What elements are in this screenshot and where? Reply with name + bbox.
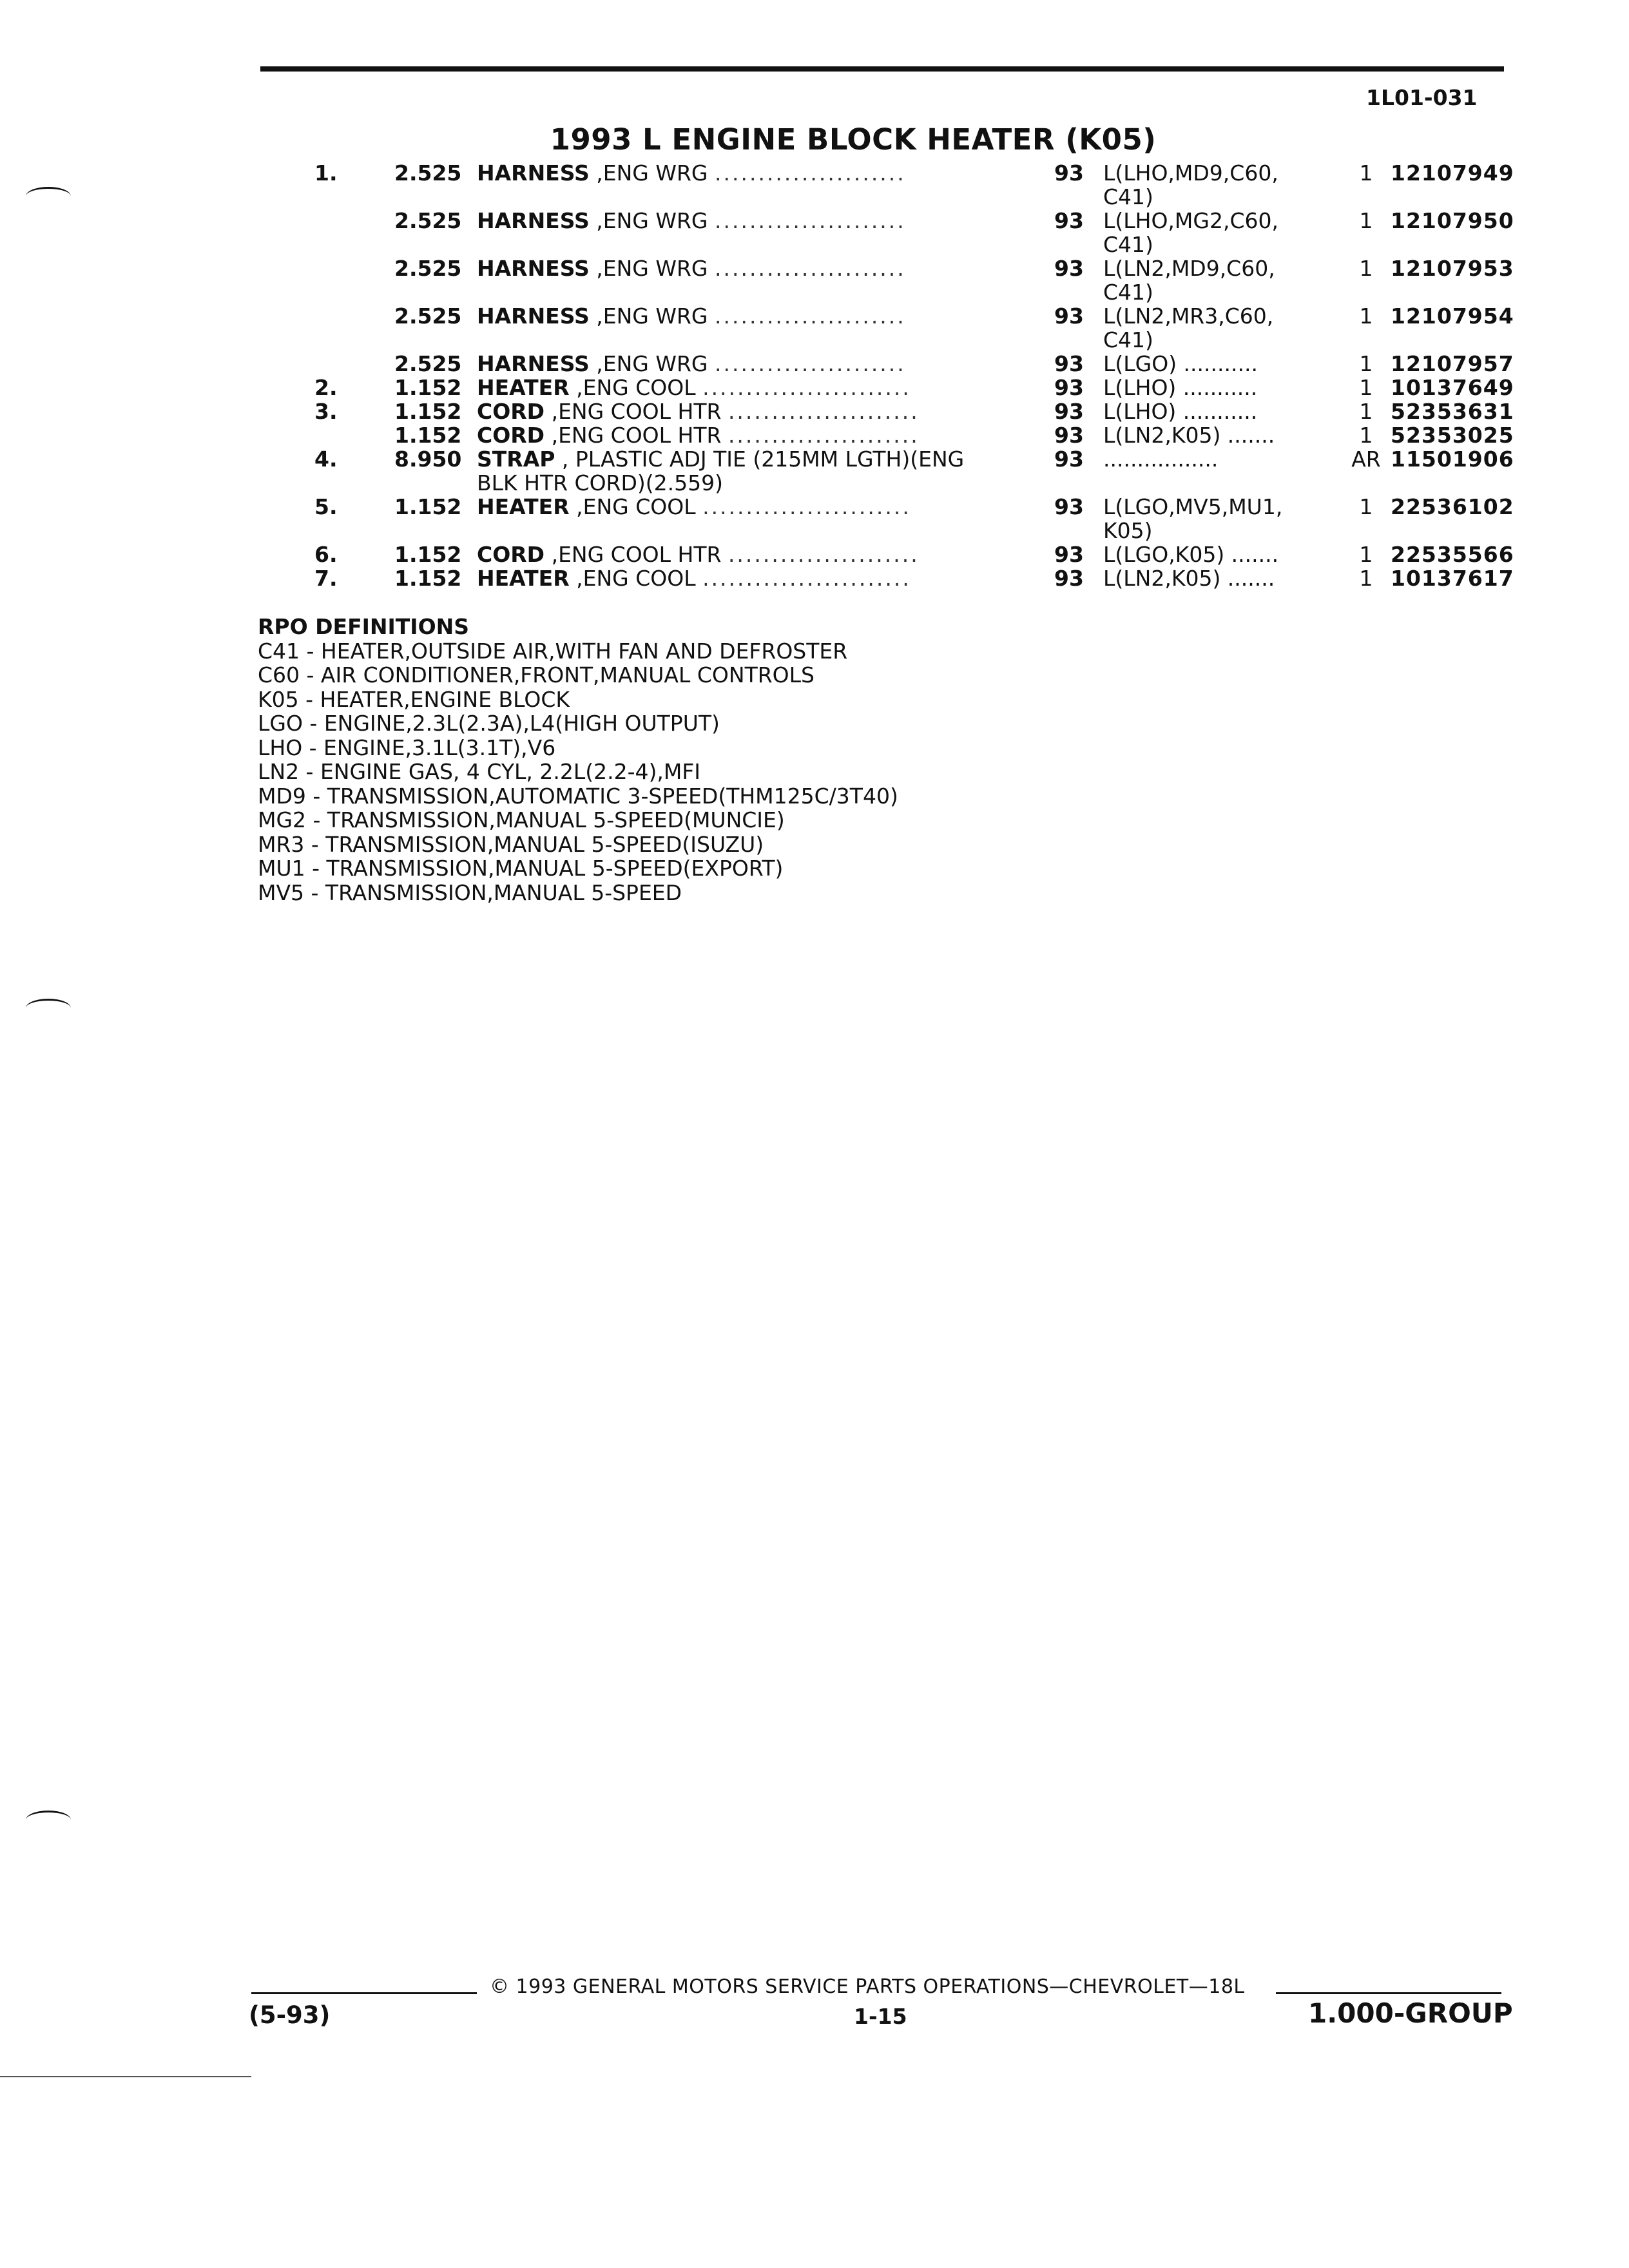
dot-leader: ......................	[728, 542, 920, 567]
binder-hole-mark	[26, 999, 71, 1017]
part-detail: ,ENG COOL	[576, 566, 696, 591]
part-description	[477, 447, 992, 495]
usage-code	[1103, 161, 1329, 209]
model-year: 93	[1054, 351, 1084, 376]
item-number: 6.	[314, 542, 338, 567]
item-number: 5.	[314, 494, 338, 519]
usage-code	[1103, 423, 1329, 447]
part-number: 10137649	[1391, 375, 1514, 400]
usage-line-cont: C41)	[1103, 184, 1153, 209]
illustration-ref: 1.152	[394, 566, 462, 591]
part-detail: ,ENG COOL HTR	[551, 399, 722, 424]
usage-line-cont: C41)	[1103, 232, 1153, 257]
part-detail: ,ENG COOL HTR	[551, 542, 722, 567]
quantity: 1	[1359, 208, 1373, 233]
part-number: 12107957	[1391, 351, 1514, 376]
illustration-ref: 8.950	[394, 447, 462, 472]
rpo-item: MR3 - TRANSMISSION,MANUAL 5-SPEED(ISUZU)	[258, 831, 764, 857]
usage-code	[1103, 209, 1329, 256]
usage-code	[1103, 376, 1329, 399]
model-year: 93	[1054, 208, 1084, 233]
usage-line: L(LN2,K05) .......	[1103, 566, 1275, 591]
rpo-item: C41 - HEATER,OUTSIDE AIR,WITH FAN AND DEFROSTER	[258, 638, 848, 664]
quantity: AR	[1351, 447, 1381, 472]
copyright-notice: © 1993 GENERAL MOTORS SERVICE PARTS OPERATIONS—CHEVROLET—18L	[490, 1975, 1245, 1998]
rpo-item: MG2 - TRANSMISSION,MANUAL 5-SPEED(MUNCIE)	[258, 807, 785, 832]
part-detail: ,ENG COOL	[576, 494, 696, 519]
part-name: HARNESS	[477, 351, 590, 376]
usage-line: L(LN2,MR3,C60,	[1103, 303, 1274, 329]
rpo-item: C60 - AIR CONDITIONER,FRONT,MANUAL CONTROLS	[258, 662, 815, 687]
part-description	[477, 256, 992, 280]
item-number: 1.	[314, 160, 338, 186]
part-number: 11501906	[1391, 447, 1514, 472]
usage-code	[1103, 495, 1329, 543]
dot-leader: ......................	[728, 423, 920, 448]
revision-date: (5-93)	[249, 2001, 331, 2029]
usage-code	[1103, 543, 1329, 566]
table-row	[0, 495, 1629, 543]
model-year: 93	[1054, 542, 1084, 567]
page-code: 1L01-031	[1366, 85, 1478, 110]
item-number: 3.	[314, 399, 338, 424]
usage-code	[1103, 447, 1329, 471]
footer-rule	[1276, 1992, 1501, 1994]
part-number: 22535566	[1391, 542, 1514, 567]
model-year: 93	[1054, 423, 1084, 448]
illustration-ref: 2.525	[394, 351, 462, 376]
part-detail: ,ENG COOL HTR	[551, 423, 722, 448]
illustration-ref: 2.525	[394, 256, 462, 281]
bottom-rule	[0, 2076, 251, 2077]
usage-line: L(LN2,MD9,C60,	[1103, 256, 1275, 281]
item-number: 7.	[314, 566, 338, 591]
part-name: CORD	[477, 423, 545, 448]
part-number: 52353025	[1391, 423, 1514, 448]
part-number: 12107953	[1391, 256, 1514, 281]
page-title: 1993 L ENGINE BLOCK HEATER (K05)	[550, 122, 1157, 157]
part-description	[477, 352, 992, 376]
part-name: HARNESS	[477, 256, 590, 281]
part-detail: , PLASTIC ADJ TIE (215MM LGTH)(ENG	[561, 447, 965, 472]
table-row	[0, 566, 1629, 614]
quantity: 1	[1359, 303, 1373, 329]
part-description	[477, 566, 992, 590]
part-detail-cont: BLK HTR CORD)(2.559)	[477, 470, 723, 495]
item-number: 4.	[314, 447, 338, 472]
dot-leader: ......................	[715, 256, 906, 281]
usage-line: L(LN2,K05) .......	[1103, 423, 1275, 448]
model-year: 93	[1054, 256, 1084, 281]
usage-line: L(LHO,MG2,C60,	[1103, 208, 1278, 233]
group-number: 1.000-GROUP	[1308, 1997, 1513, 2029]
model-year: 93	[1054, 399, 1084, 424]
part-detail: ,ENG WRG	[596, 303, 708, 329]
part-name: HEATER	[477, 566, 570, 591]
quantity: 1	[1359, 351, 1373, 376]
part-name: CORD	[477, 542, 545, 567]
rpo-item: K05 - HEATER,ENGINE BLOCK	[258, 686, 570, 712]
part-number: 22536102	[1391, 494, 1514, 519]
part-number: 12107954	[1391, 303, 1514, 329]
table-row	[0, 447, 1629, 495]
rpo-item: MV5 - TRANSMISSION,MANUAL 5-SPEED	[258, 879, 682, 905]
model-year: 93	[1054, 303, 1084, 329]
quantity: 1	[1359, 375, 1373, 400]
part-number: 10137617	[1391, 566, 1514, 591]
quantity: 1	[1359, 494, 1373, 519]
rpo-item: LN2 - ENGINE GAS, 4 CYL, 2.2L(2.2-4),MFI	[258, 759, 701, 784]
rpo-item: MU1 - TRANSMISSION,MANUAL 5-SPEED(EXPORT)	[258, 856, 784, 881]
dot-leader: ......................	[728, 399, 920, 424]
table-row	[0, 256, 1629, 304]
rpo-item: LGO - ENGINE,2.3L(2.3A),L4(HIGH OUTPUT)	[258, 711, 720, 736]
illustration-ref: 1.152	[394, 494, 462, 519]
model-year: 93	[1054, 494, 1084, 519]
usage-line: L(LGO) ...........	[1103, 351, 1258, 376]
usage-line: .................	[1103, 447, 1219, 472]
usage-line: L(LGO,K05) .......	[1103, 542, 1279, 567]
binder-hole-mark	[26, 1811, 71, 1829]
part-number: 12107950	[1391, 208, 1514, 233]
part-detail: ,ENG WRG	[596, 256, 708, 281]
table-row	[0, 161, 1629, 209]
part-name: HEATER	[477, 375, 570, 400]
model-year: 93	[1054, 160, 1084, 186]
top-rule	[260, 66, 1504, 72]
usage-line-cont: C41)	[1103, 327, 1153, 352]
part-name: HARNESS	[477, 303, 590, 329]
illustration-ref: 1.152	[394, 423, 462, 448]
quantity: 1	[1359, 542, 1373, 567]
dot-leader: ......................	[715, 208, 906, 233]
rpo-item: LHO - ENGINE,3.1L(3.1T),V6	[258, 735, 556, 760]
part-name: HARNESS	[477, 208, 590, 233]
quantity: 1	[1359, 423, 1373, 448]
dot-leader: ......................	[715, 303, 906, 329]
usage-line: L(LHO) ...........	[1103, 375, 1258, 400]
quantity: 1	[1359, 160, 1373, 186]
dot-leader: ........................	[702, 494, 911, 519]
rpo-heading: RPO DEFINITIONS	[258, 614, 470, 639]
part-description	[477, 399, 992, 423]
illustration-ref: 2.525	[394, 160, 462, 186]
dot-leader: ........................	[702, 566, 911, 591]
usage-code	[1103, 566, 1329, 590]
part-name: CORD	[477, 399, 545, 424]
part-number: 12107949	[1391, 160, 1514, 186]
dot-leader: ......................	[715, 351, 906, 376]
illustration-ref: 1.152	[394, 399, 462, 424]
part-description	[477, 423, 992, 447]
dot-leader: ........................	[702, 375, 911, 400]
illustration-ref: 1.152	[394, 375, 462, 400]
page-number: 1-15	[854, 2004, 907, 2029]
part-detail: ,ENG WRG	[596, 208, 708, 233]
quantity: 1	[1359, 566, 1373, 591]
usage-line: L(LGO,MV5,MU1,	[1103, 494, 1283, 519]
usage-line: L(LHO,MD9,C60,	[1103, 160, 1278, 186]
usage-line: L(LHO) ...........	[1103, 399, 1258, 424]
quantity: 1	[1359, 256, 1373, 281]
illustration-ref: 2.525	[394, 303, 462, 329]
model-year: 93	[1054, 447, 1084, 472]
table-row	[0, 209, 1629, 256]
part-description	[477, 543, 992, 566]
dot-leader: ......................	[715, 160, 906, 186]
illustration-ref: 1.152	[394, 542, 462, 567]
part-description	[477, 209, 992, 233]
part-name: HEATER	[477, 494, 570, 519]
part-description	[477, 495, 992, 519]
part-detail: ,ENG WRG	[596, 160, 708, 186]
part-description	[477, 304, 992, 328]
usage-line-cont: K05)	[1103, 518, 1153, 543]
rpo-item: MD9 - TRANSMISSION,AUTOMATIC 3-SPEED(THM125C/3T40)	[258, 783, 898, 809]
usage-code	[1103, 256, 1329, 304]
rpo-definitions	[258, 615, 898, 905]
part-detail: ,ENG COOL	[576, 375, 696, 400]
model-year: 93	[1054, 566, 1084, 591]
part-description	[477, 376, 992, 399]
usage-line-cont: C41)	[1103, 280, 1153, 305]
part-name: HARNESS	[477, 160, 590, 186]
part-description	[477, 161, 992, 185]
rpo-list	[258, 639, 898, 905]
footer-rule	[251, 1992, 477, 1994]
part-name: STRAP	[477, 447, 555, 472]
table-row	[0, 304, 1629, 352]
part-number: 52353631	[1391, 399, 1514, 424]
model-year: 93	[1054, 375, 1084, 400]
item-number: 2.	[314, 375, 338, 400]
part-detail: ,ENG WRG	[596, 351, 708, 376]
usage-code	[1103, 352, 1329, 376]
usage-code	[1103, 399, 1329, 423]
usage-code	[1103, 304, 1329, 352]
quantity: 1	[1359, 399, 1373, 424]
illustration-ref: 2.525	[394, 208, 462, 233]
